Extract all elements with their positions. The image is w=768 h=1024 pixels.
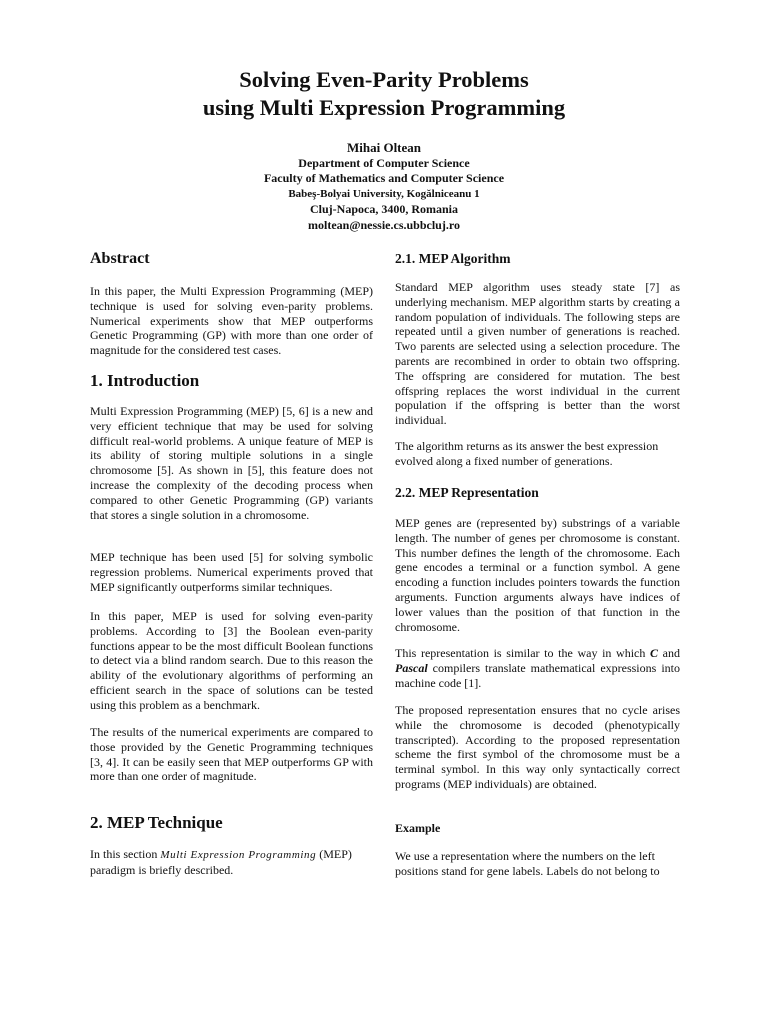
intro-paragraph-4: The results of the numerical experiments are compared to those provided by the Genetic Programming techniques [3, 4]. It can be easily seen that MEP outperforms GP with more than one order of magnitude. xyxy=(90,725,373,784)
representation-paragraph-2 xyxy=(395,646,680,690)
rep2-part-a: This representation is similar to the way in which xyxy=(395,646,651,660)
author-faculty: Faculty of Mathematics and Computer Science xyxy=(263,171,505,185)
mep-representation-heading: 2.2. MEP Representation xyxy=(395,485,539,500)
author-university: Babeş-Bolyai University, Kogălniceanu 1 xyxy=(288,187,480,200)
author-name: Mihai Oltean xyxy=(346,140,422,155)
rep2-part-d: compilers translate mathematical expressions into machine code [1]. xyxy=(395,660,680,690)
representation-paragraph-3: The proposed representation ensures that no cycle arises while the chromosome is decoded (phenotypically transcripted). According to the proposed representation scheme the first symbol of the chromosome must be a terminal symbol. In this way only syntactically correct programs (MEP individuals) are obtained. xyxy=(395,703,680,791)
title-line-1: Solving Even-Parity Problems xyxy=(239,67,529,92)
introduction-heading: 1. Introduction xyxy=(90,371,200,390)
mep-technique-heading: 2. MEP Technique xyxy=(90,813,223,832)
algorithm-paragraph-2: The algorithm returns as its answer the best expression evolved along a fixed number of generations. xyxy=(395,439,659,468)
abstract-text: In this paper, the Multi Expression Programming (MEP) technique is used for solving even-parity problems. Numerical experiments show that MEP outperforms Genetic Programming (GP) with more than one order of magnitude for the considered test cases. xyxy=(90,284,373,358)
mep-text-part-a: In this section xyxy=(90,847,161,861)
mep-algorithm-heading: 2.1. MEP Algorithm xyxy=(395,251,511,266)
mep-text-emphasis: Multi Expression Programming xyxy=(160,849,317,861)
intro-paragraph-2: MEP technique has been used [5] for solving symbolic regression problems. Numerical experiments proved that MEP significantly outperforms similar techniques. xyxy=(90,550,373,594)
intro-paragraph-1: Multi Expression Programming (MEP) [5, 6] is a new and very efficient technique that may be used for solving difficult real-world problems. A unique feature of MEP is its ability of storing multiple solutions in a single chromosome [5]. As shown in [5], this feature does not increase the complexity of the decoding process when compared to other Genetic Programming (GP) variants that stores a single solution in a chromosome. xyxy=(90,404,373,522)
example-paragraph: We use a representation where the numbers on the left positions stand for gene labels. Labels do not belong to xyxy=(395,849,660,878)
rep2-language-c: C xyxy=(650,646,659,660)
author-email: moltean@nessie.cs.ubbcluj.ro xyxy=(308,217,460,232)
intro-paragraph-3: In this paper, MEP is used for solving even-parity problems. According to [3] the Boolean even-parity functions appear to be the most difficult Boolean functions to detect via a blind random search. Due to this reason the ability of the evolutionary algorithms of performing an efficient search in the space of solutions can be tested using this problem as a benchmark. xyxy=(90,609,373,712)
author-block xyxy=(0,140,768,233)
title-line-2: using Multi Expression Programming xyxy=(202,95,566,120)
author-department: Department of Computer Science xyxy=(298,155,470,170)
representation-paragraph-1: MEP genes are (represented by) substrings of a variable length. The number of genes per chromosome is constant. This number defines the length of the chromosome. Each gene encodes a terminal or a function symbol. A gene encoding a function includes pointers towards the function arguments. Function arguments always have indices of lower values than the position of that function in the chromosome. xyxy=(395,516,680,634)
author-city: Cluj-Napoca, 3400, Romania xyxy=(309,202,458,216)
mep-technique-paragraph xyxy=(90,847,373,878)
mep-text-part-b: (MEP) paradigm is briefly described. xyxy=(90,847,352,877)
example-heading: Example xyxy=(395,821,441,835)
abstract-heading: Abstract xyxy=(90,250,150,267)
rep2-part-b: and xyxy=(658,646,681,660)
rep2-language-pascal: Pascal xyxy=(395,660,428,675)
algorithm-paragraph-1: Standard MEP algorithm uses steady state [7] as underlying mechanism. MEP algorithm starts by creating a random population of individuals. The following steps are repeated until a given number of generations is reached. Two parents are selected using a selection procedure. The parents are recombined in order to obtain two offspring. The offspring are considered for mutation. The best offspring replaces the worst individual in the current population if the offspring is better than the worst individual. xyxy=(395,280,680,428)
paper-title xyxy=(0,66,768,122)
